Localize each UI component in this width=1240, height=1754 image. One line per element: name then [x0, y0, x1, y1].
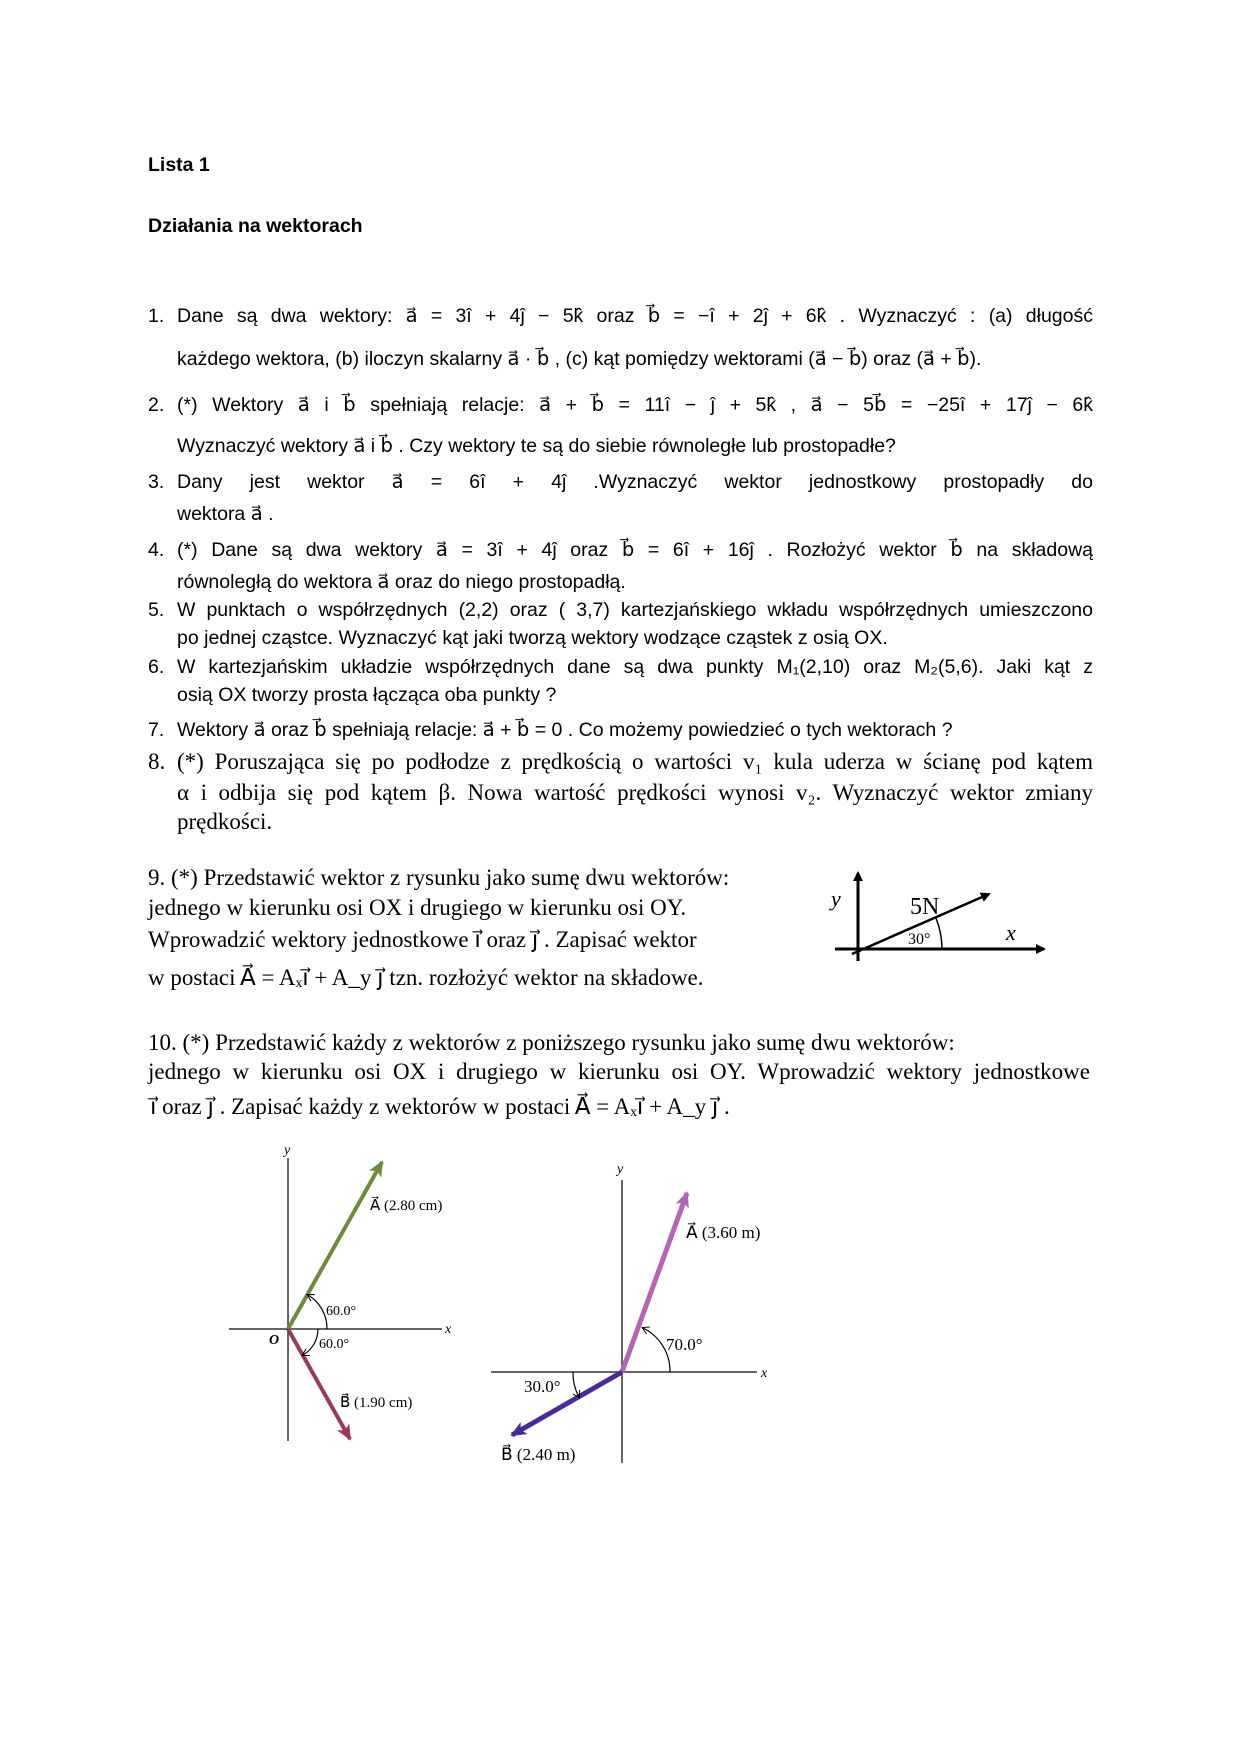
angle-b-label: 30.0° — [524, 1377, 561, 1396]
problem-text-line: W punktach o współrzędnych (2,2) oraz ( 3,7) kartezjańskiego wkładu współrzędnych umieszczono — [177, 599, 1093, 621]
problem-number: 8. — [148, 749, 166, 774]
problem-text-line: 9. (*) Przedstawić wektor z rysunku jako sumę dwu wektorów: — [148, 865, 730, 890]
problem-text-line: jednego w kierunku osi OX i drugiego w kierunku osi OY. — [148, 895, 687, 920]
angle-a-label: 60.0° — [326, 1304, 357, 1319]
problem-text-line: prędkości. — [177, 809, 273, 834]
vector-a-label: A⃗ (3.60 m) — [686, 1223, 761, 1242]
vector-b-label: B⃗ (1.90 cm) — [340, 1395, 413, 1411]
angle-arc-b — [303, 1329, 318, 1355]
figure-9 — [829, 873, 1044, 961]
problem-text-line: wektora a⃗ . — [177, 503, 274, 525]
problem-text-line: (*) Poruszająca się po podłodze z prędkością o wartości v₁ kula uderza w ścianę pod kątem — [177, 749, 1093, 774]
vector-b-label: B⃗ (2.40 m) — [501, 1445, 576, 1464]
problem-number: 5. — [148, 599, 165, 621]
problem-text-line: Dany jest wektor a⃗ = 6î + 4ĵ .Wyznaczyć wektor jednostkowy prostopadły do — [177, 471, 1093, 493]
problem-text-line: osią OX tworzy prosta łącząca oba punkty ? — [177, 684, 557, 706]
problem-number: 6. — [148, 656, 165, 678]
problem-text-line: Wyznaczyć wektory a⃗ i b⃗ . Czy wektory te są do siebie równoległe lub prostopadłe? — [177, 435, 896, 457]
angle-b-label: 60.0° — [319, 1337, 350, 1352]
problem-number: 2. — [148, 394, 165, 416]
problem-text-line: Wektory a⃗ oraz b⃗ spełniają relacje: a⃗ + b⃗ = 0 . Co możemy powiedzieć o tych wektorach ? — [177, 719, 953, 741]
problem-text-line: 10. (*) Przedstawić każdy z wektorów z poniższego rysunku jako sumę dwu wektorów: — [148, 1030, 955, 1055]
problem-text-line: (*) Wektory a⃗ i b⃗ spełniają relacje: a⃗ + b⃗ = 11î − ĵ + 5k̂ , a⃗ − 5b⃗ = −25î + 17ĵ − 6k̂ — [177, 394, 1093, 416]
angle-label: 30° — [908, 931, 931, 948]
problem-text-line: każdego wektora, (b) iloczyn skalarny a⃗ · b⃗ , (c) kąt pomiędzy wektorami (a⃗ − b⃗) oraz (a⃗ + b⃗). — [177, 348, 982, 370]
figure-10-left — [229, 1143, 452, 1441]
problem-number: 1. — [148, 305, 165, 327]
problem-text-line: równoległą do wektora a⃗ oraz do niego prostopadłą. — [177, 571, 626, 593]
magnitude-label: 5N — [910, 894, 940, 920]
problem-number: 4. — [148, 539, 165, 561]
angle-arc-b — [573, 1372, 579, 1397]
y-label: y — [617, 1162, 624, 1177]
problem-text-line: Wprowadzić wektory jednostkowe i⃗ oraz j⃗ . Zapisać wektor — [148, 927, 697, 952]
section-title: Działania na wektorach — [148, 215, 363, 237]
x-label: x — [1006, 920, 1016, 945]
angle-arc — [936, 918, 942, 949]
problem-number: 3. — [148, 471, 165, 493]
problem-number: 7. — [148, 719, 165, 741]
figure-10-right — [491, 1162, 768, 1464]
problem-text-line: W kartezjańskim układzie współrzędnych dane są dwa punkty M₁(2,10) oraz M₂(5,6). Jaki kąt z — [177, 656, 1093, 678]
problem-text-line: α i odbija się pod kątem β. Nowa wartość prędkości wynosi v₂. Wyznaczyć wektor zmiany — [177, 780, 1093, 805]
angle-arc-a — [308, 1295, 327, 1329]
y-label: y — [831, 886, 841, 911]
page-title: Lista 1 — [148, 154, 210, 176]
origin-label: O — [269, 1333, 280, 1348]
problem-text-line: (*) Dane są dwa wektory a⃗ = 3î + 4ĵ oraz b⃗ = 6î + 16ĵ . Rozłożyć wektor b⃗ na składową — [177, 539, 1093, 561]
angle-a-label: 70.0° — [666, 1335, 703, 1354]
problem-text-line: jednego w kierunku osi OX i drugiego w kierunku osi OY. Wprowadzić wektory jednostkowe — [148, 1059, 1090, 1084]
x-label: x — [445, 1322, 452, 1337]
vector-a-label: A⃗ (2.80 cm) — [370, 1198, 443, 1214]
x-label: x — [761, 1366, 768, 1381]
y-label: y — [284, 1143, 291, 1158]
problem-text-line: w postaci A⃗ = Aₓi⃗ + A_y j⃗ tzn. rozłożyć wektor na składowe. — [148, 965, 704, 990]
problem-text-line: Dane są dwa wektory: a⃗ = 3î + 4ĵ − 5k̂ oraz b⃗ = −î + 2ĵ + 6k̂ . Wyznaczyć : (a) długość — [177, 305, 1093, 327]
problem-text-line: i⃗ oraz j⃗ . Zapisać każdy z wektorów w postaci A⃗ = Aₓi⃗ + A_y j⃗ . — [150, 1094, 730, 1119]
problem-text-line: po jednej cząstce. Wyznaczyć kąt jaki tworzą wektory wodzące cząstek z osią OX. — [177, 627, 888, 649]
